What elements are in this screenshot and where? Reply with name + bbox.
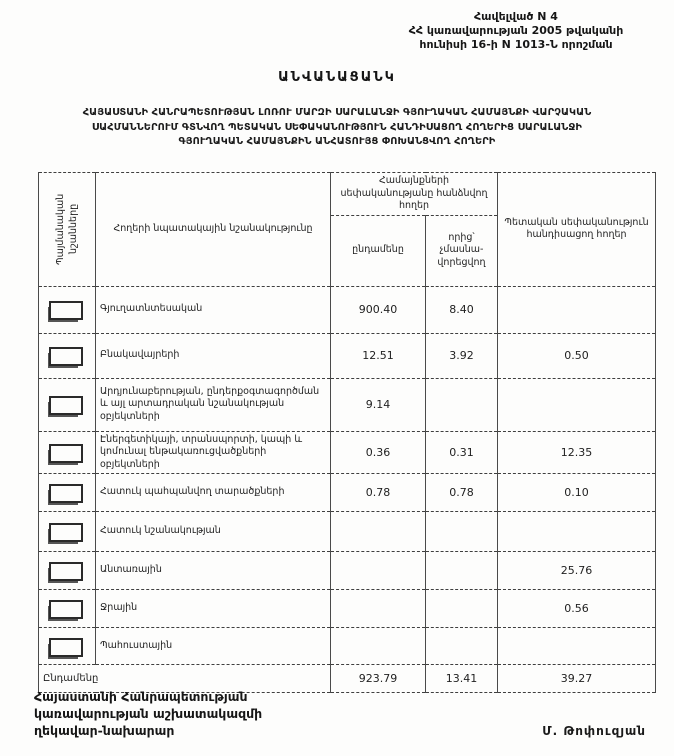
signatory-line-2: կառավարության աշխատակազմի [34, 706, 263, 721]
subtitle-line-3: ԳՅՈՒՂԱԿԱՆ ՀԱՄԱՅՆՔԻՆ ԱՆՀԱՏՈՒՅՑ ՓՈԽԱՆՑՎՈՂ ՀՈՂԵՐԻ [178, 136, 496, 147]
value-total: 0.78 [331, 474, 426, 512]
value-nonprivatizable [426, 378, 498, 431]
value-total: 12.51 [331, 333, 426, 378]
conventional-sign-box [49, 562, 83, 581]
sign-cell [39, 590, 96, 628]
land-category-label: Ջրային [96, 590, 331, 628]
signatory-title-block [34, 688, 262, 739]
totals-nonprivatizable: 13.41 [426, 665, 498, 693]
land-category-label: Արդյունաբերության, ընդերքօգտագործման և այլ արտադրական նշանակության օբյեկտների [96, 378, 331, 431]
value-nonprivatizable: 0.78 [426, 474, 498, 512]
sign-cell [39, 628, 96, 665]
sign-cell [39, 333, 96, 378]
value-state: 0.56 [498, 590, 656, 628]
table-row [39, 590, 656, 628]
conventional-sign-box [49, 347, 83, 366]
value-total [331, 628, 426, 665]
land-category-label: Էներգետիկայի, տրանսպորտի, կապի և կոմունալ ենթակառուցվածքների օբյեկտների [96, 431, 331, 474]
totals-state: 39.27 [498, 665, 656, 693]
value-nonprivatizable: 3.92 [426, 333, 498, 378]
totals-label: Ընդամենը [39, 665, 331, 693]
column-header-signs-label: Պայմանական նշանները [55, 193, 79, 265]
conventional-sign-box [49, 444, 83, 463]
value-total: 0.36 [331, 431, 426, 474]
land-category-label: Բնակավայրերի [96, 333, 331, 378]
value-nonprivatizable [426, 552, 498, 590]
table-row [39, 333, 656, 378]
value-nonprivatizable [426, 512, 498, 552]
value-state: 0.10 [498, 474, 656, 512]
table-row [39, 286, 656, 333]
totals-total: 923.79 [331, 665, 426, 693]
table-row [39, 628, 656, 665]
land-category-label: Անտառային [96, 552, 331, 590]
value-nonprivatizable: 8.40 [426, 286, 498, 333]
sign-cell [39, 552, 96, 590]
table-row [39, 512, 656, 552]
page-title: ԱՆՎԱՆԱՑԱՆԿ [278, 70, 396, 85]
value-nonprivatizable [426, 628, 498, 665]
sign-cell [39, 512, 96, 552]
table-row [39, 378, 656, 431]
column-header-purpose: Հողերի նպատակային նշանակությունը [96, 173, 331, 287]
land-category-label: Հատուկ պահպանվող տարածքների [96, 474, 331, 512]
document-subtitle [24, 106, 650, 150]
table-row [39, 552, 656, 590]
land-category-label: Գյուղատնտեսական [96, 286, 331, 333]
signatory-name: Մ. Թոփուզյան [542, 724, 646, 738]
conventional-sign-box [49, 523, 83, 542]
conventional-sign-box [49, 484, 83, 503]
column-header-nonprivatizable: որից՝ չմասնա-վորեցվող [426, 215, 498, 286]
table-row [39, 474, 656, 512]
land-category-label: Հատուկ նշանակության [96, 512, 331, 552]
land-transfer-table [38, 172, 656, 693]
signatory-line-1: Հայաստանի Հանրապետության [34, 689, 248, 704]
value-total [331, 512, 426, 552]
conventional-sign-box [49, 638, 83, 657]
value-state [498, 628, 656, 665]
value-state: 12.35 [498, 431, 656, 474]
column-header-community-group: Համայնքների սեփականությանը հանձնվող հողեր [331, 173, 498, 216]
appendix-number: Հավելված N 4 [474, 10, 558, 23]
value-nonprivatizable [426, 590, 498, 628]
sign-cell [39, 286, 96, 333]
value-total [331, 552, 426, 590]
sign-cell [39, 474, 96, 512]
column-header-total: ընդամենը [331, 215, 426, 286]
value-total: 900.40 [331, 286, 426, 333]
land-category-label: Պահուստային [96, 628, 331, 665]
table-row [39, 431, 656, 474]
table-header-group-row [39, 173, 656, 216]
value-total [331, 590, 426, 628]
government-decree-line: ՀՀ կառավարության 2005 թվականի [408, 24, 624, 37]
signatory-line-3: ղեկավար-նախարար [34, 723, 175, 738]
value-state: 25.76 [498, 552, 656, 590]
decree-date-number: հունիսի 16-ի N 1013-Ն որոշման [419, 38, 613, 51]
value-state [498, 286, 656, 333]
sign-cell [39, 431, 96, 474]
column-header-state: Պետական սեփականություն հանդիսացող հողեր [498, 173, 656, 287]
conventional-sign-box [49, 396, 83, 415]
sign-cell [39, 378, 96, 431]
value-total: 9.14 [331, 378, 426, 431]
subtitle-line-2: ՍԱՀՄԱՆՆԵՐՈՒՄ ԳՏՆՎՈՂ ՊԵՏԱԿԱՆ ՍԵՓԱԿԱՆՈՒԹՅՈՒՆ ՀԱՆԴԻՍԱՑՈՂ ՀՈՂԵՐԻՑ ՍԱՐԱԼԱՆՋԻ [91, 121, 583, 133]
conventional-sign-box [49, 301, 83, 320]
column-header-signs [39, 173, 96, 287]
conventional-sign-box [49, 600, 83, 619]
value-nonprivatizable: 0.31 [426, 431, 498, 474]
value-state [498, 378, 656, 431]
value-state [498, 512, 656, 552]
subtitle-line-1: ՀԱՅԱՍՏԱՆԻ ՀԱՆՐԱՊԵՏՈՒԹՅԱՆ ԼՈՌՈՒ ՄԱՐԶԻ ՍԱՐԱԼԱՆՋԻ ԳՅՈՒՂԱԿԱՆ ՀԱՄԱՅՆՔԻ ՎԱՐՉԱԿԱՆ [82, 107, 592, 118]
value-state: 0.50 [498, 333, 656, 378]
appendix-reference [366, 10, 666, 52]
